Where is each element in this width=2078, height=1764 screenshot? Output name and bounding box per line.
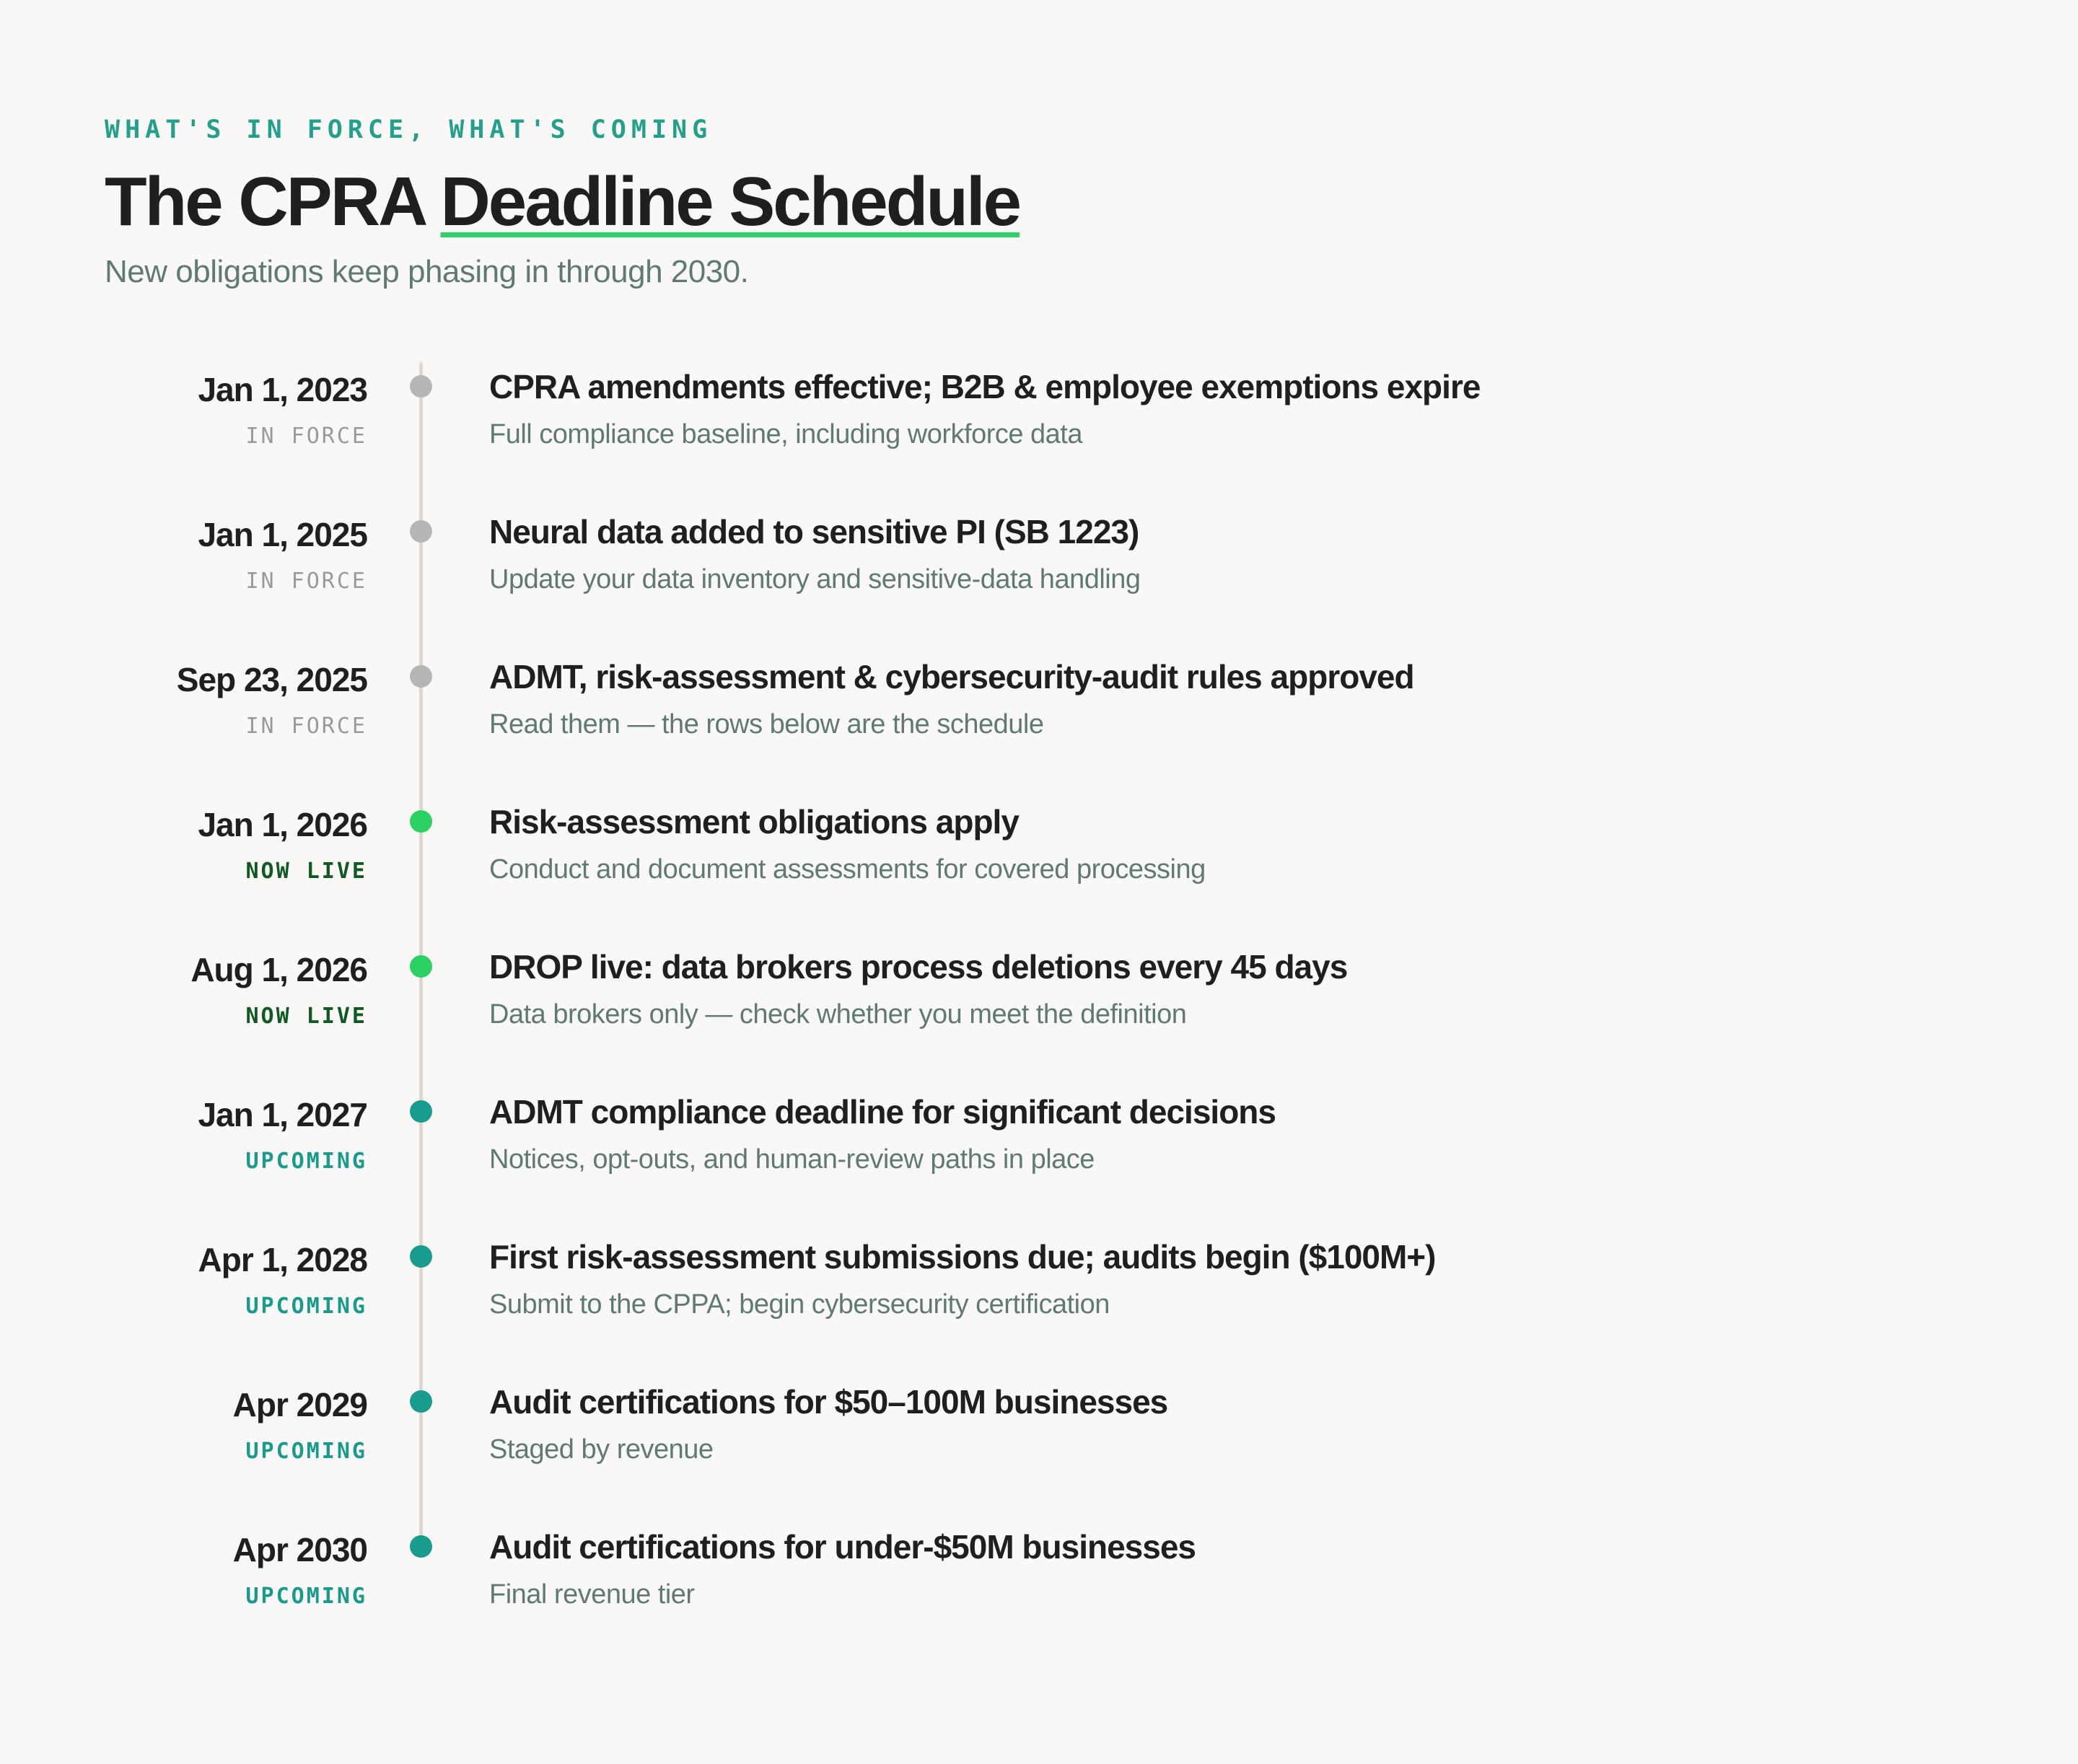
milestone-description: Final revenue tier [489,1579,695,1610]
timeline-dot-icon [410,375,432,398]
timeline-dot-icon [410,520,432,543]
milestone-date: Jan 1, 2027 [198,1096,367,1133]
timeline-row [0,1089,2078,1234]
milestone-description: Staged by revenue [489,1434,714,1465]
timeline-row [0,1234,2078,1379]
milestone-status-badge: UPCOMING [245,1294,367,1319]
milestone-status-badge: IN FORCE [245,569,367,594]
milestone-date: Apr 1, 2028 [198,1241,367,1278]
milestone-title: Risk-assessment obligations apply [489,803,1019,841]
milestone-date: Jan 1, 2026 [198,806,367,843]
milestone-status-badge: UPCOMING [245,1584,367,1609]
milestone-status-badge: IN FORCE [245,424,367,449]
timeline-dot-icon [410,810,432,833]
milestone-date: Aug 1, 2026 [190,951,367,988]
milestone-status-badge: NOW LIVE [245,1004,367,1029]
milestone-description: Submit to the CPPA; begin cybersecurity certification [489,1289,1110,1320]
title-highlight: Deadline Schedule [440,163,1020,240]
title-prefix: The CPRA [105,163,441,240]
timeline-dot-icon [410,1535,432,1558]
timeline-row [0,1379,2078,1524]
page-subtitle: New obligations keep phasing in through 2030. [105,254,749,289]
milestone-description: Update your data inventory and sensitive-data handling [489,564,1141,594]
milestone-title: Neural data added to sensitive PI (SB 1223) [489,513,1139,550]
milestone-status-badge: NOW LIVE [245,859,367,884]
milestone-description: Data brokers only — check whether you meet the definition [489,999,1187,1030]
milestone-title: Audit certifications for under-$50M businesses [489,1528,1196,1566]
page-header [105,108,1981,293]
timeline-row [0,944,2078,1089]
eyebrow-label: WHAT'S IN FORCE, WHAT'S COMING [105,115,713,144]
milestone-title: Audit certifications for $50–100M businesses [489,1383,1168,1421]
milestone-date: Sep 23, 2025 [176,661,367,698]
milestone-status-badge: UPCOMING [245,1149,367,1174]
timeline-row [0,654,2078,799]
milestone-date: Jan 1, 2023 [198,371,367,408]
timeline-dot-icon [410,1245,432,1268]
page-title [105,162,1981,242]
milestone-title: CPRA amendments effective; B2B & employee exemptions expire [489,368,1481,405]
milestone-status-badge: UPCOMING [245,1439,367,1464]
timeline-row [0,799,2078,944]
milestone-date: Apr 2030 [232,1531,367,1568]
timeline-dot-icon [410,1100,432,1123]
milestone-title: ADMT compliance deadline for significant decisions [489,1093,1276,1131]
milestone-date: Jan 1, 2025 [198,516,367,553]
timeline-dot-icon [410,1390,432,1413]
timeline-dot-icon [410,665,432,688]
timeline-row [0,509,2078,654]
milestone-status-badge: IN FORCE [245,714,367,739]
milestone-description: Read them — the rows below are the schedule [489,709,1044,740]
milestone-title: ADMT, risk-assessment & cybersecurity-audit rules approved [489,658,1414,695]
timeline-row [0,364,2078,509]
milestone-description: Notices, opt-outs, and human-review paths in place [489,1144,1095,1175]
timeline-dot-icon [410,955,432,978]
milestone-description: Full compliance baseline, including workforce data [489,419,1083,449]
milestone-title: DROP live: data brokers process deletions every 45 days [489,948,1348,986]
milestone-title: First risk-assessment submissions due; audits begin ($100M+) [489,1238,1436,1276]
milestone-date: Apr 2029 [232,1386,367,1423]
timeline-row [0,1524,2078,1669]
milestone-description: Conduct and document assessments for covered processing [489,854,1206,885]
